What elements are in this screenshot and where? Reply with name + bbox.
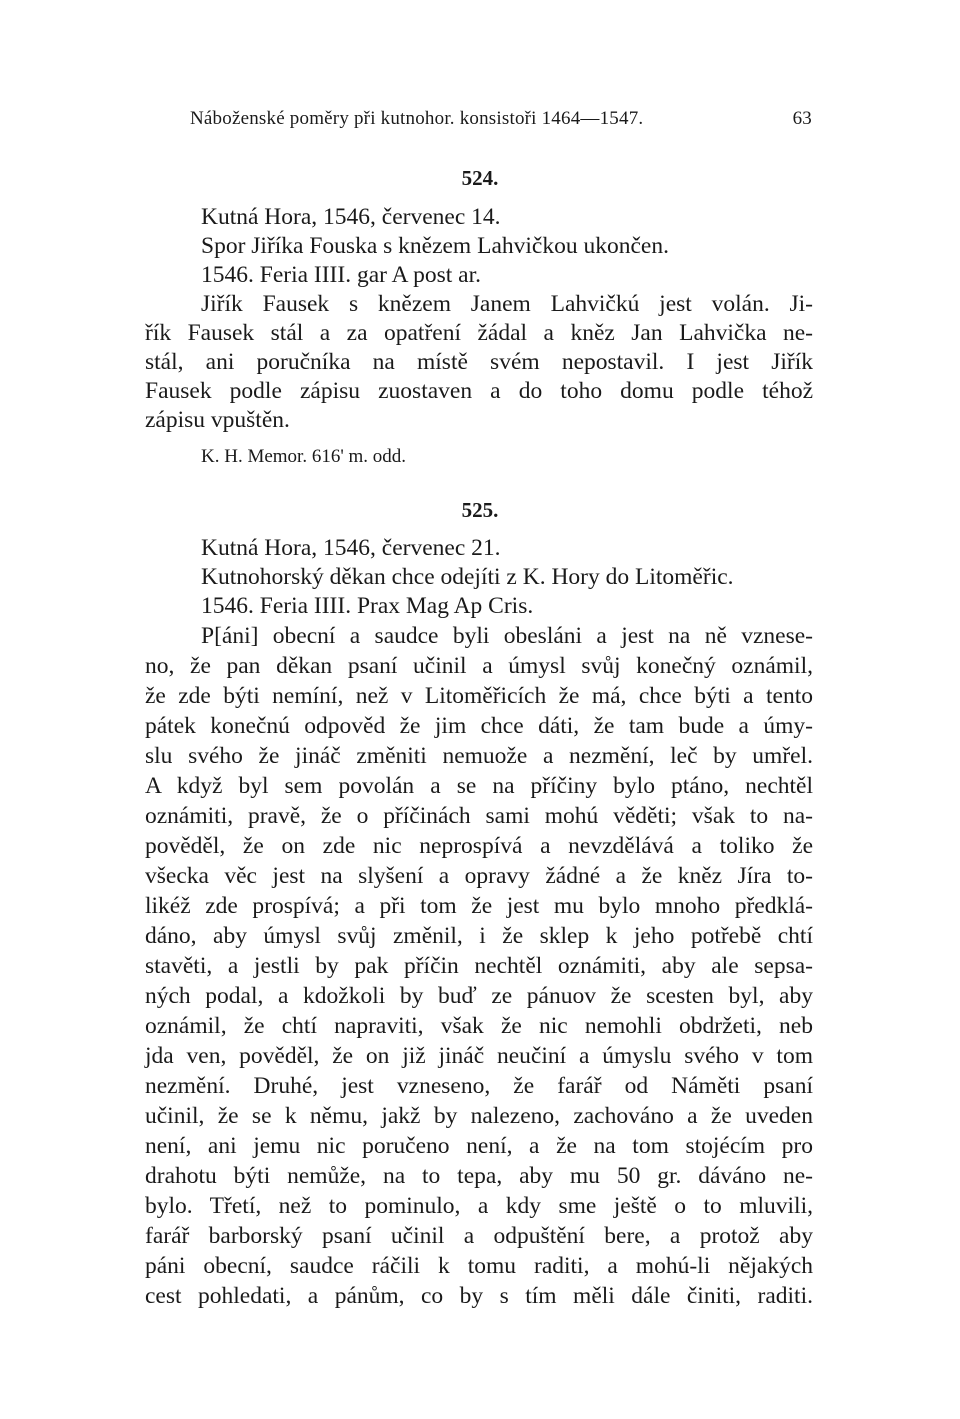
body-line: pověděl, že on zde nic neprospívá a nevzdělává a toliko že <box>145 833 813 859</box>
document-number-524: 524. <box>461 166 499 190</box>
body-line: že zde býti nemíní, než v Litoměřicích že má, chce býti a tento <box>145 683 813 709</box>
body-line: drahotu býti nemůže, na to tepa, aby mu 50 gr. dáváno ne- <box>145 1163 813 1189</box>
body-line: ných podal, a kdožkoli by buď ze pánuov že scesten byl, aby <box>145 983 813 1009</box>
body-line: jda ven, pověděl, že on již jináč neučiní a úmyslu svého v tom <box>145 1043 813 1069</box>
body-line: všecka věc jest na slyšení a opravy žádné a že kněz Jíra to- <box>145 863 813 889</box>
body-line: stavěti, a jestli by pak příčin nechtěl oznámiti, aby ale sepsa- <box>145 953 813 979</box>
body-line: oznámil, že chtí napraviti, však že nic nemohli obdržeti, neb <box>145 1013 813 1039</box>
body-line: pátek konečnú odpověd že jim chce dáti, že tam bude a úmy- <box>145 713 813 739</box>
body-line: stál, ani poručníka na místě svém nepostavil. I jest Jiřík <box>145 349 813 375</box>
document-place-date: Kutná Hora, 1546, červenec 21. <box>201 535 501 561</box>
body-line: farář barborský psaní učinil a odpuštění bere, a protož aby <box>145 1223 813 1249</box>
body-line: Fausek podle zápisu zuostaven a do toho domu podle téhož <box>145 378 813 404</box>
document-summary: Kutnohorský děkan chce odejíti z K. Hory do Litoměřic. <box>201 564 734 590</box>
body-line: oznámiti, pravě, že o příčinách sami mohú věděti; však to na- <box>145 803 813 829</box>
page-number: 63 <box>792 108 812 129</box>
body-line: Jiřík Fausek s knězem Janem Lahvičkú jest volán. Ji- <box>201 291 813 317</box>
document-date-formula: 1546. Feria IIII. Prax Mag Ap Cris. <box>201 593 534 619</box>
body-line: A když byl sem povolán a se na příčiny bylo ptáno, nechtěl <box>145 773 813 799</box>
body-line: páni obecní, saudce ráčili k tomu raditi, a mohú-li nějakých <box>145 1253 813 1279</box>
body-line: učinil, že se k němu, jakž by nalezeno, zachováno a že uveden <box>145 1103 813 1129</box>
body-line: bylo. Třetí, než to pominulo, a kdy sme ještě o to mluvili, <box>145 1193 813 1219</box>
body-line: likéž zde prospívá; a při tom že jest mu bylo mnoho předklá- <box>145 893 813 919</box>
source-reference: K. H. Memor. 616' m. odd. <box>201 446 407 467</box>
body-line: cest pohledati, a pánům, co by s tím měli dále činiti, raditi. <box>145 1283 813 1309</box>
body-line: no, že pan děkan psaní učinil a úmysl svůj konečný oznámil, <box>145 653 813 679</box>
running-head-title: Náboženské poměry při kutnohor. konsistoři 1464—1547. <box>190 108 644 129</box>
body-line: řík Fausek stál a za opatření žádal a kněz Jan Lahvička ne- <box>145 320 813 346</box>
body-line: nezmění. Druhé, jest vzneseno, že farář od Náměti psaní <box>145 1073 813 1099</box>
body-line: není, ani jemu nic poručeno není, a že na tom stojécím pro <box>145 1133 813 1159</box>
body-line: dáno, aby úmysl svůj změnil, i že sklep k jeho potřebě chtí <box>145 923 813 949</box>
body-line: slu svého že jináč změniti nemuože a nezmění, leč by umřel. <box>145 743 813 769</box>
document-place-date: Kutná Hora, 1546, červenec 14. <box>201 204 501 230</box>
body-line: P[áni] obecní a saudce byli obesláni a jest na ně vznese- <box>201 623 813 649</box>
body-line: zápisu vpuštěn. <box>145 407 290 433</box>
document-summary: Spor Jiříka Fouska s knězem Lahvičkou ukončen. <box>201 233 669 259</box>
running-head <box>190 108 812 138</box>
document-number-525: 525. <box>461 498 499 522</box>
document-date-formula: 1546. Feria IIII. gar A post ar. <box>201 262 481 288</box>
